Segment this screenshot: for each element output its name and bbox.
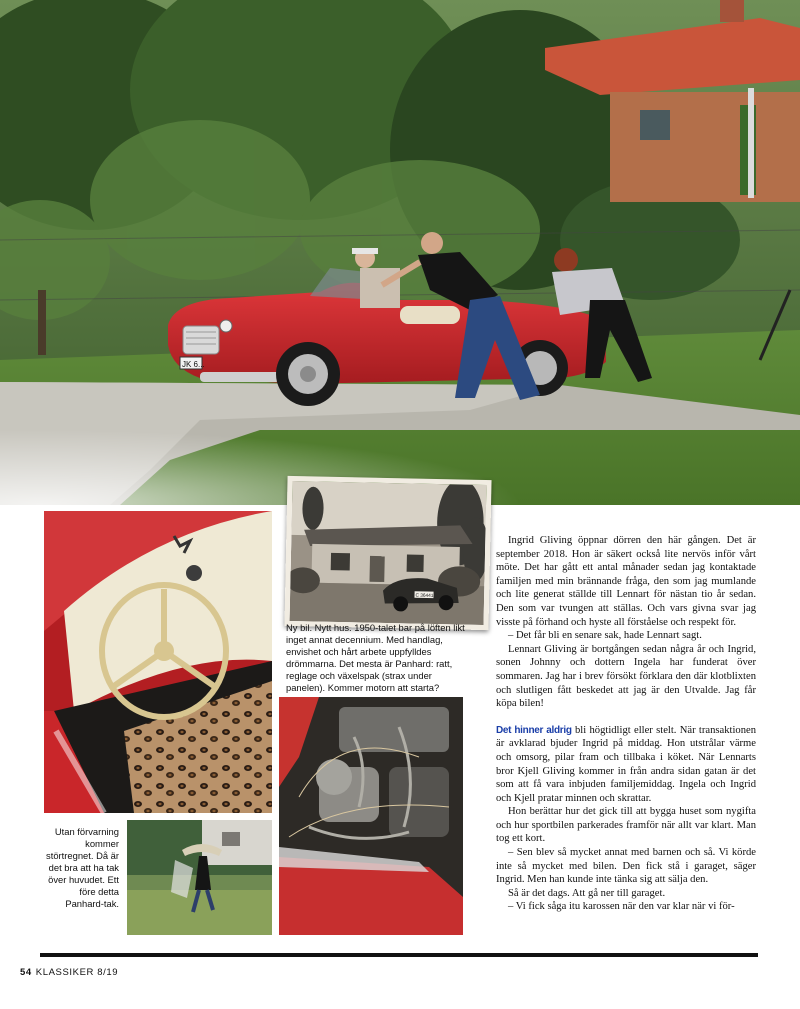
- house-photo-caption: Ny bil. Nytt hus. 1950-talet bar på löften likt inget annat decennium. Med handlag, envishet och hårt arbete uppfylldes drömmarna. Det mesta är Panhard: ratt, reglage och växelspak (strax under panelen). Kommer motorn att starta?: [286, 622, 465, 693]
- license-plate: JK 6...: [182, 360, 205, 369]
- page-number: 54: [20, 967, 32, 978]
- paragraph: – Vi fick såga itu karossen när den var klar när vi för-: [508, 901, 735, 913]
- paragraph: – Sen blev så mycket annat med barnen och så. Vi körde inte så mycket med bilen. Den fick stå i garaget, säger Ingrid. Men han kunde inte tänka sig att sälja den.: [496, 847, 756, 886]
- paragraph: Lennart Gliving är bortgången sedan några år och Ingrid, sonen Johnny och dottern Ingela har funderat över sommaren. Jag har i brev försökt förklara den där klotblixten och slutligen fått beskedet att jag är den Utvalde. Jag får köpa bilen!: [496, 643, 756, 710]
- lead-paragraph-text: bli högtidligt eller stelt. När transaktionen är avklarad bjuder Ingrid på middag. Hon utstrålar värme och omsorg, pilar fram och tillbaka i köket. När Lennarts bror Kjell Gliving kommer in från andra sidan gatan är det som att få vara inbjuden familjemiddag. Ingela och Ingrid och Kjell pratar minnen och skrattar.: [496, 724, 756, 804]
- paragraph: Ingrid Gliving öppnar dörren den här gången. Det är september 2018. Hon är säkert också lite nervös inför vårt möte. Det har gått ett antal månader sedan jag kontaktade familjen med min brännande fråga, den som jag mumlande och lite generat ställde till Lennart för nästan tio år sedan. Den som var tvungen att ställas. Och vars givna svar jag visste på förhand och hyste all förståelse och respekt för.: [496, 535, 756, 628]
- engine-photo: [279, 697, 463, 935]
- footer-rule: [40, 953, 758, 957]
- paragraph: Så är det dags. Att gå ner till garaget.: [508, 887, 666, 899]
- interior-photo: [44, 511, 272, 813]
- article-body: [496, 534, 756, 914]
- paragraph: – Det får bli en senare sak, hade Lennart sagt.: [508, 630, 702, 642]
- old-license-plate: C 36441: [415, 593, 434, 600]
- section-lead-paragraph: [496, 724, 756, 806]
- page-folio: [20, 967, 118, 978]
- section-lead-in: Det hinner aldrig: [496, 724, 572, 736]
- rain-photo-caption: Utan förvarning kommer störtregnet. Då är det bra att ha tak över huvudet. Ett före detta Panhard-tak.: [46, 826, 119, 909]
- vintage-house-photo: [284, 476, 491, 630]
- magazine-issue: KLASSIKER 8/19: [35, 967, 119, 978]
- rain-photo: [127, 820, 272, 935]
- paragraph: Hon berättar hur det gick till att bygga huset som nygifta och hur sportbilen parkerades framför när allt var klart. Man tog ett kort.: [496, 806, 756, 845]
